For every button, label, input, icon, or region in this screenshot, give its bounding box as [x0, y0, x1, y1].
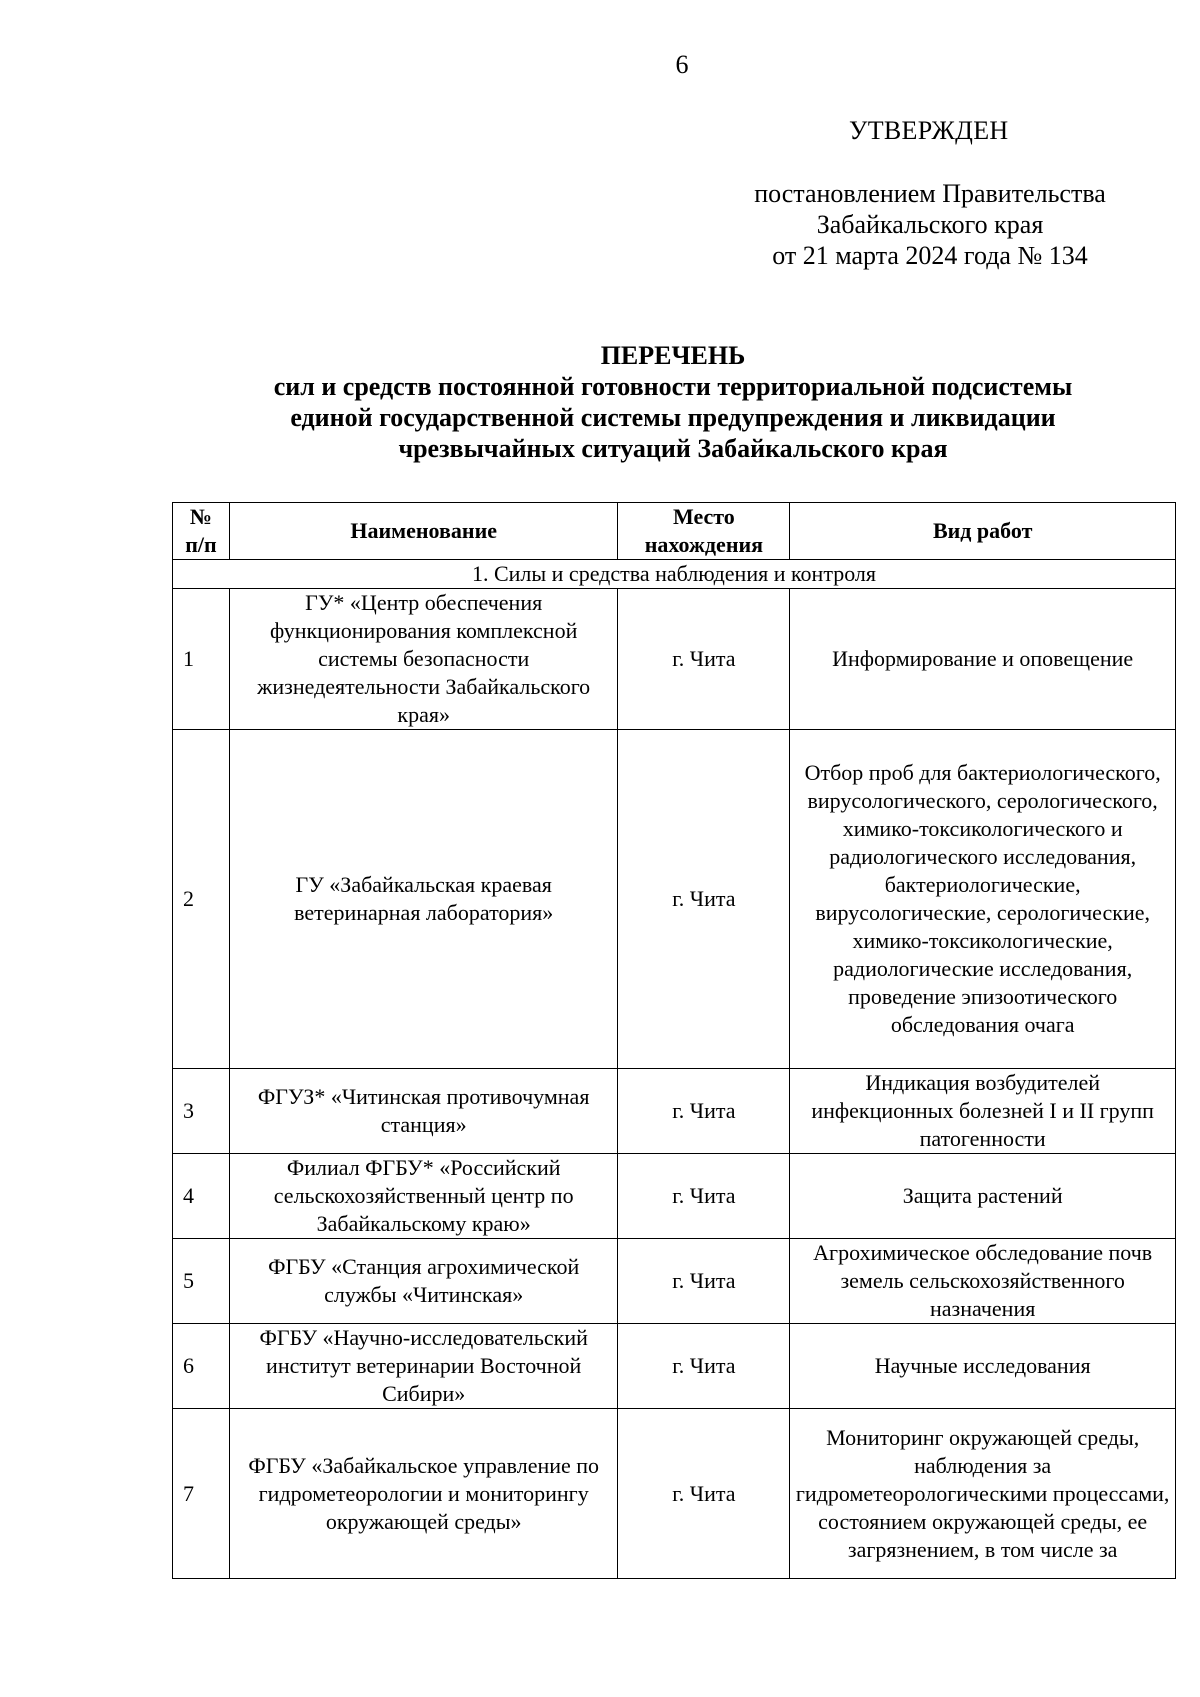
- row-name: ФГБУ «Научно-исследовательский институт ветеринарии Восточной Сибири»: [229, 1324, 618, 1409]
- row-work: Отбор проб для бактериологического, вирусологического, серологического, химико-токсикологического и радиологического исследования, бактериологические, вирусологические, серологические, химико-токсикологические, радиологические исследования, проведение эпизоотического обследования очага: [790, 730, 1176, 1069]
- row-place: г. Чита: [618, 1069, 790, 1154]
- row-name: ГУ «Забайкальская краевая ветеринарная лаборатория»: [229, 730, 618, 1069]
- header-name: Наименование: [229, 503, 618, 560]
- table-row: [173, 1154, 1176, 1239]
- title-line-1: сил и средств постоянной готовности территориальной подсистемы: [273, 372, 1073, 401]
- table-row: [173, 1324, 1176, 1409]
- row-place: г. Чита: [618, 730, 790, 1069]
- table-header-row: [173, 503, 1176, 560]
- table-row: [173, 1239, 1176, 1324]
- approval-heading: УТВЕРЖДЕН: [849, 116, 1009, 145]
- header-number-line1: №: [189, 504, 213, 529]
- row-number: 3: [173, 1069, 230, 1154]
- row-work: Агрохимическое обследование почв земель сельскохозяйственного назначения: [790, 1239, 1176, 1324]
- row-place: г. Чита: [618, 1324, 790, 1409]
- row-name: ФГБУ «Забайкальское управление по гидрометеорологии и мониторингу окружающей среды»: [229, 1409, 618, 1579]
- title-line-3: чрезвычайных ситуаций Забайкальского края: [398, 434, 948, 463]
- row-place: г. Чита: [618, 589, 790, 730]
- section-title: 1. Силы и средства наблюдения и контроля: [173, 560, 1176, 589]
- row-work: Мониторинг окружающей среды, наблюдения за гидрометеорологическими процессами, состоянием окружающей среды, ее загрязнением, в том числе за: [790, 1409, 1176, 1579]
- title-line-2: единой государственной системы предупреждения и ликвидации: [290, 403, 1056, 432]
- header-place-line2: нахождения: [644, 532, 764, 557]
- table-row: [173, 1409, 1176, 1579]
- row-name: ФГБУ «Станция агрохимической службы «Читинская»: [229, 1239, 618, 1324]
- approval-block: [720, 178, 1140, 271]
- table-row: [173, 1069, 1176, 1154]
- table-row: [173, 730, 1176, 1069]
- page-number: 6: [675, 50, 689, 79]
- row-number: 7: [173, 1409, 230, 1579]
- row-number: 2: [173, 730, 230, 1069]
- row-work: Научные исследования: [790, 1324, 1176, 1409]
- header-work: Вид работ: [790, 503, 1176, 560]
- row-work: Защита растений: [790, 1154, 1176, 1239]
- row-number: 5: [173, 1239, 230, 1324]
- row-place: г. Чита: [618, 1239, 790, 1324]
- row-number: 1: [173, 589, 230, 730]
- row-place: г. Чита: [618, 1409, 790, 1579]
- row-place: г. Чита: [618, 1154, 790, 1239]
- section-row: [173, 560, 1176, 589]
- row-work: Информирование и оповещение: [790, 589, 1176, 730]
- approval-line-region: Забайкальского края: [816, 210, 1044, 239]
- header-place: [618, 503, 790, 560]
- row-number: 4: [173, 1154, 230, 1239]
- forces-table: [172, 502, 1176, 1579]
- row-name: Филиал ФГБУ* «Российский сельскохозяйственный центр по Забайкальскому краю»: [229, 1154, 618, 1239]
- row-number: 6: [173, 1324, 230, 1409]
- row-name: ФГУЗ* «Читинская противочумная станция»: [229, 1069, 618, 1154]
- title-main: ПЕРЕЧЕНЬ: [600, 341, 746, 370]
- approval-line-resolution: постановлением Правительства: [754, 179, 1106, 208]
- header-number-line2: п/п: [185, 532, 217, 557]
- row-work: Индикация возбудителей инфекционных болезней I и II групп патогенности: [790, 1069, 1176, 1154]
- header-number: [173, 503, 230, 560]
- row-name: ГУ* «Центр обеспечения функционирования комплексной системы безопасности жизнедеятельности Забайкальского края»: [229, 589, 618, 730]
- document-title: [0, 340, 1200, 464]
- table-row: [173, 589, 1176, 730]
- header-place-line1: Место: [672, 504, 735, 529]
- approval-line-date: от 21 марта 2024 года № 134: [772, 241, 1088, 270]
